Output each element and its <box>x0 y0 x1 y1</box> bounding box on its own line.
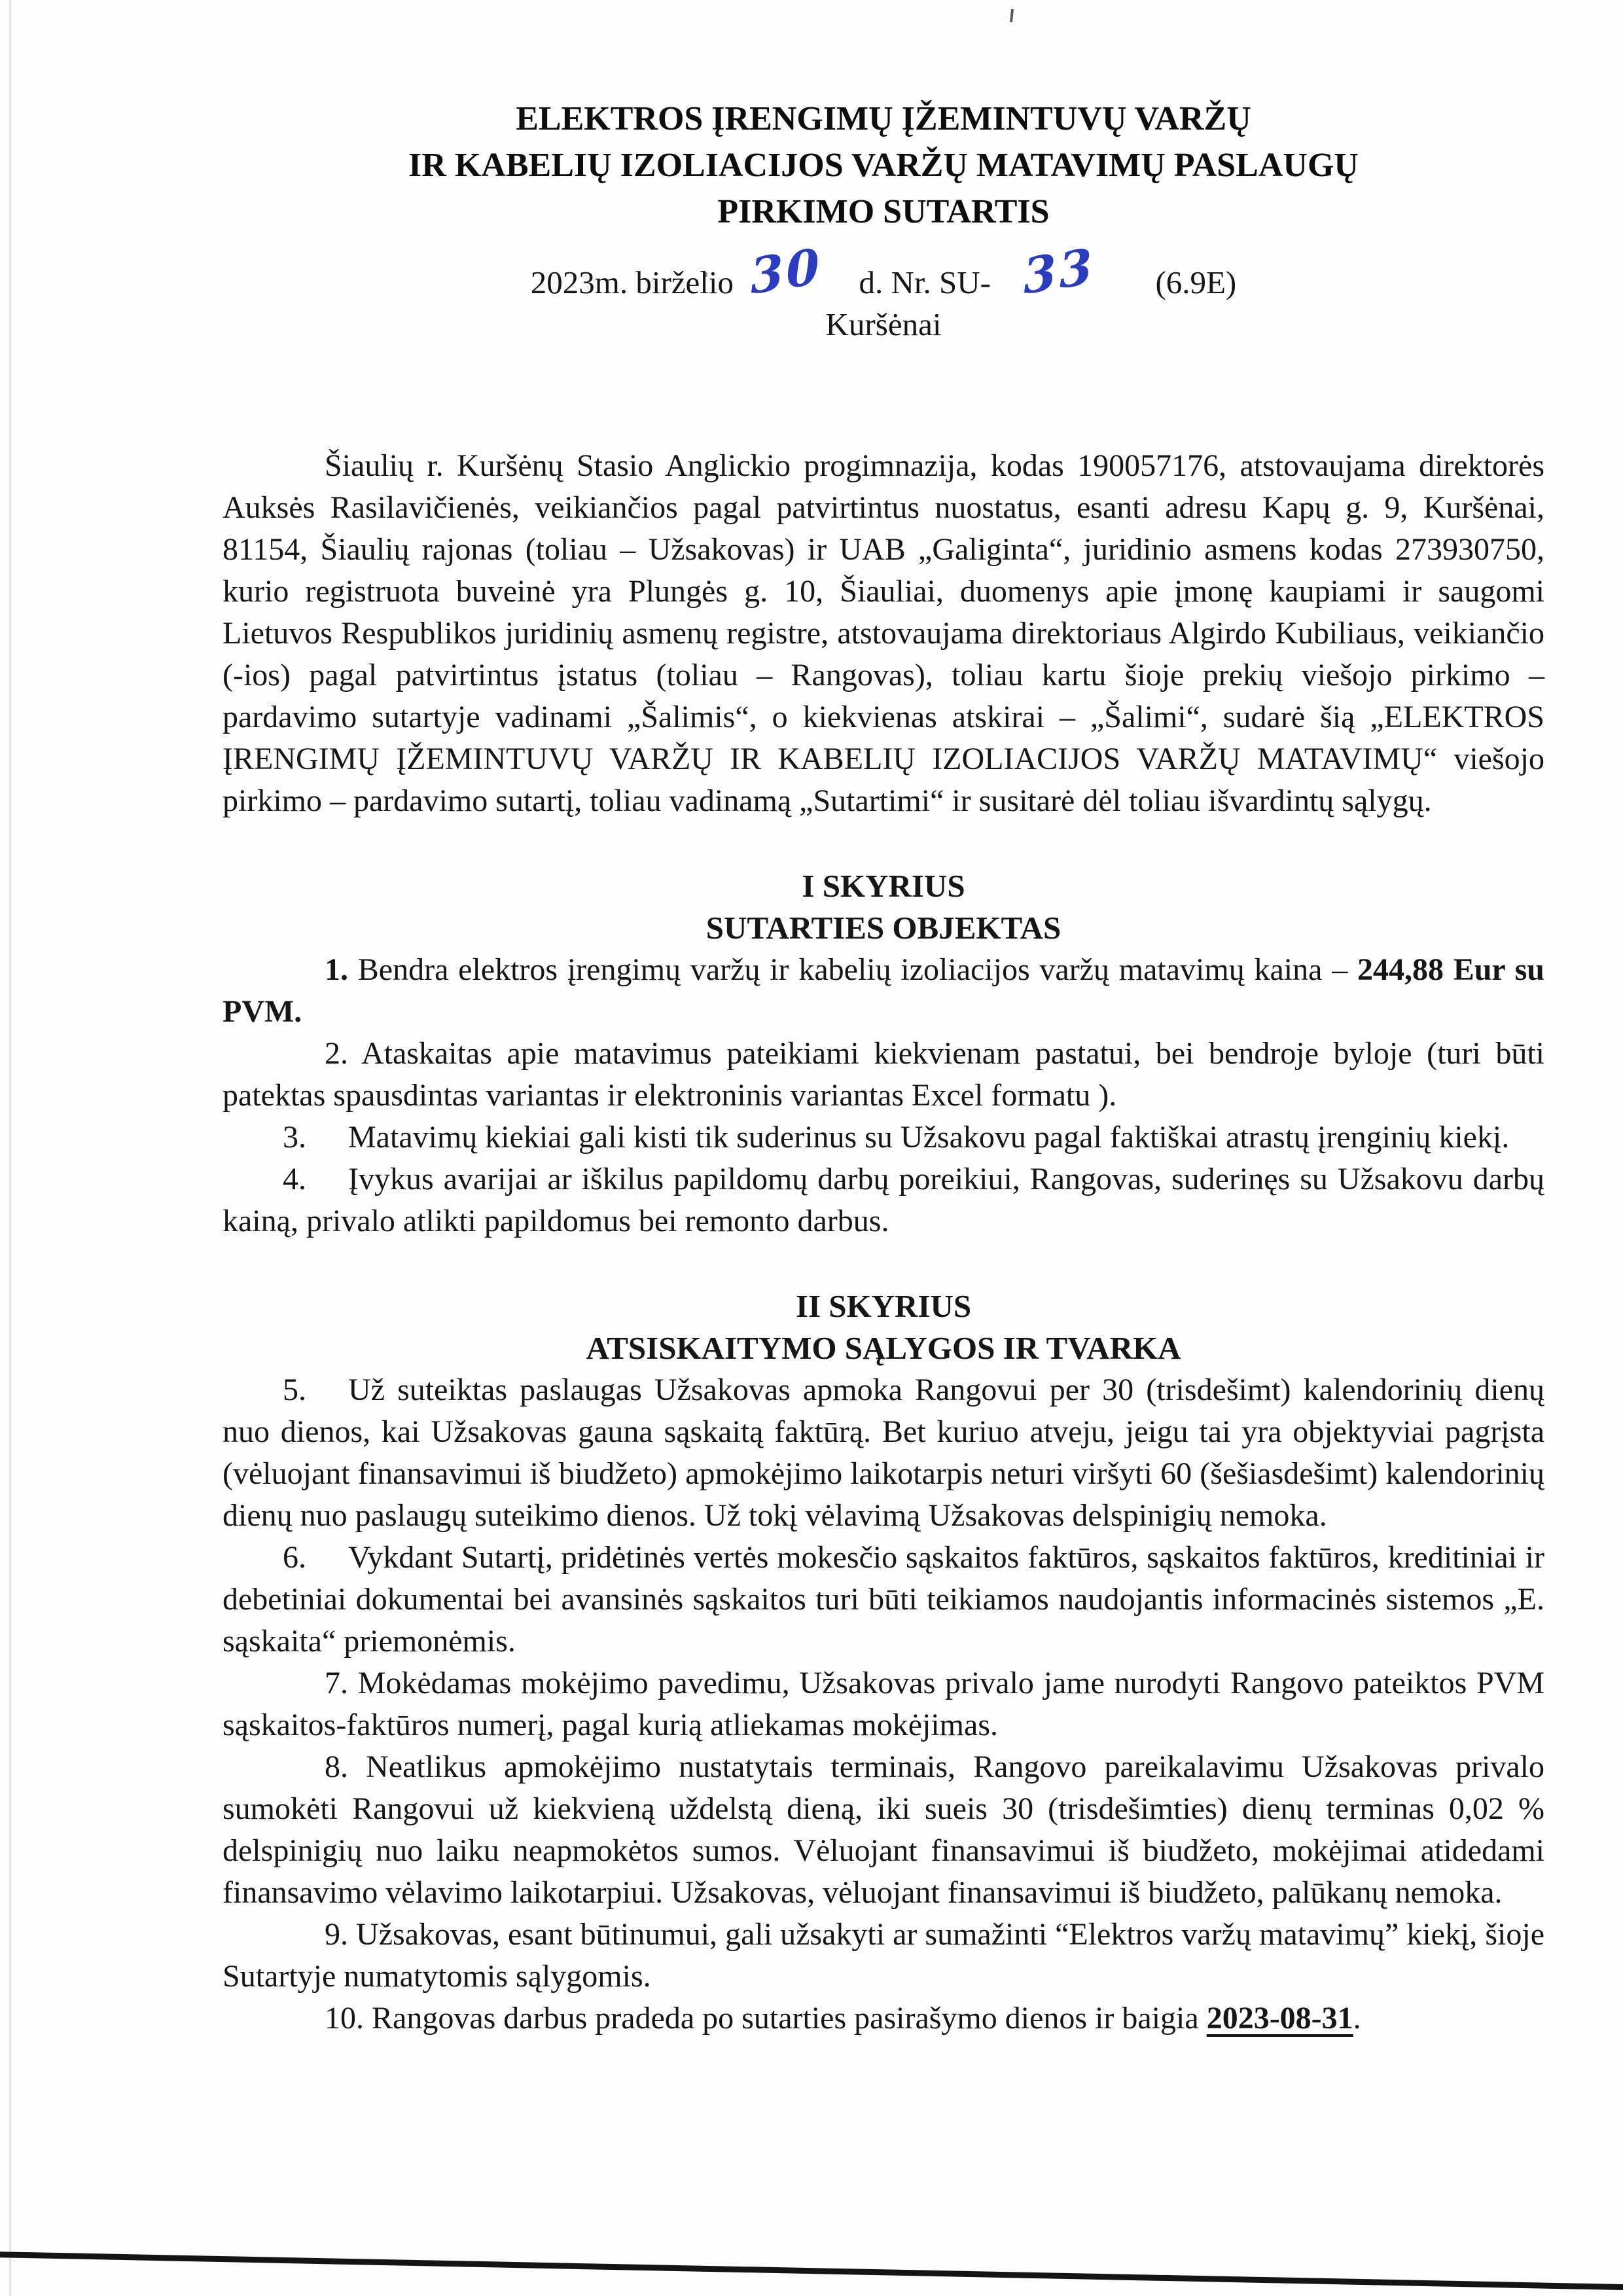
contract-item <box>223 949 1544 1033</box>
contract-item <box>223 1117 1544 1158</box>
chapter-subtitle: ATSISKAITYMO SĄLYGOS IR TVARKA <box>586 1330 1181 1366</box>
item-text: Matavimų kiekiai gali kisti tik suderinus su Užsakovu pagal faktiškai atrastų įrenginių kiekį. <box>348 1120 1510 1155</box>
scan-edge-left-line <box>9 0 11 2296</box>
contract-item <box>223 1746 1544 1914</box>
scan-edge-bottom-line <box>0 2251 1623 2292</box>
date-text-suffix: (6.9E) <box>1155 264 1237 300</box>
item-text: 4. <box>283 1162 306 1196</box>
item-text: 10. Rangovas darbus pradeda po sutarties pasirašymo dienos ir baigia <box>325 2001 1207 2036</box>
item-text: 5. <box>283 1372 306 1407</box>
item-text: Bendra elektros įrengimų varžų ir kabelių izoliacijos varžų matavimų kaina – <box>357 952 1357 987</box>
contract-item <box>223 1914 1544 1998</box>
section-items <box>223 949 1544 1242</box>
item-text: Už suteiktas paslaugas Užsakovas apmoka Rangovui per 30 (trisdešimt) kalendorinių dienų nuo dienos, kai Užsakovas gauna sąskaitą faktūrą. Bet kuriuo atveju, jeigu tai yra objektyviai pagrįsta (vėluojant finansavimui iš biudžeto) apmokėjimo laikotarpis neturi viršyti 60 (šešiasdešimt) kalendorinių dienų nuo paslaugų suteikimo dienos. Už tokį vėlavimą Užsakovas delspinigių nemoka. <box>223 1372 1544 1533</box>
title-line-1: ELEKTROS ĮRENGIMŲ ĮŽEMINTUVŲ VARŽŲ <box>516 100 1251 137</box>
contract-item <box>223 1158 1544 1242</box>
title-line-3: PIRKIMO SUTARTIS <box>717 193 1050 230</box>
item-text: 9. Užsakovas, esant būtinumui, gali užsakyti ar sumažinti “Elektros varžų matavimų” kiekį, šioje Sutartyje numatytomis sąlygomis. <box>223 1917 1544 1994</box>
date-text-middle: d. Nr. SU- <box>859 264 991 300</box>
item-text: 6. <box>283 1540 306 1575</box>
chapter-heading: I SKYRIUS <box>802 868 965 904</box>
city-line: Kuršėnai <box>825 306 942 342</box>
item-text: 3. <box>283 1120 306 1155</box>
contract-item <box>223 1033 1544 1117</box>
contract-item <box>223 1662 1544 1746</box>
item-text: 8. Neatlikus apmokėjimo nustatytais terminais, Rangovo pareikalavimu Užsakovas privalo sumokėti Rangovui už kiekvieną uždelstą dieną, iki sueis 30 (trisdešimties) dienų terminas 0,02 % delspinigių nuo laiku neapmokėtos sumos. Vėluojant finansavimui iš biudžeto, mokėjimai atidedami finansavimo vėlavimo laikotarpiui. Užsakovas, vėluojant finansavimui iš biudžeto, palūkanų nemoka. <box>223 1749 1544 1910</box>
item-text: 1. <box>325 952 358 987</box>
content-column <box>223 0 1544 2039</box>
item-text: 2023-08-31 <box>1206 2001 1353 2036</box>
item-text: 7. Mokėdamas mokėjimo pavedimu, Užsakovas privalo jame nurodyti Rangovo pateiktos PVM sąskaitos-faktūros numerį, pagal kurią atliekamas mokėjimas. <box>223 1666 1544 1742</box>
date-line <box>223 238 1544 306</box>
document-body <box>223 445 1544 2039</box>
item-text: 244,88 Eur su PVM. <box>223 952 1544 1029</box>
contract-item <box>223 1998 1544 2039</box>
chapter-subtitle: SUTARTIES OBJEKTAS <box>705 910 1061 946</box>
chapter-heading: II SKYRIUS <box>795 1288 972 1324</box>
section-items <box>223 1369 1544 2039</box>
item-text: 2. Ataskaitas apie matavimus pateikiami kiekvienam pastatui, bei bendroje byloje (turi būti patektas spausdintas variantas ir elektroninis variantas Excel formatu ). <box>223 1036 1544 1113</box>
date-text-prefix: 2023m. birželio <box>530 264 734 300</box>
document-title <box>223 96 1544 235</box>
item-text: . <box>1353 2001 1361 2036</box>
handwritten-contract-number: 33 <box>1022 238 1097 306</box>
title-line-2: IR KABELIŲ IZOLIACIJOS VARŽŲ MATAVIMŲ PASLAUGŲ <box>408 147 1359 184</box>
item-text: Įvykus avarijai ar iškilus papildomų darbų poreikiui, Rangovas, suderinęs su Užsakovu darbų kainą, privalo atlikti papildomus bei remonto darbus. <box>223 1162 1544 1238</box>
contract-item <box>223 1537 1544 1662</box>
sections-host <box>223 865 1544 2039</box>
handwritten-day: 30 <box>749 238 824 306</box>
item-text: Vykdant Sutartį, pridėtinės vertės mokesčio sąskaitos faktūros, sąskaitos faktūros, kreditiniai ir debetiniai dokumentai bei avansinės sąskaitos turi būti teikiamos naudojantis informacinės sistemos „E. sąskaita“ priemonėmis. <box>223 1540 1544 1659</box>
intro-paragraph: Šiaulių r. Kuršėnų Stasio Anglickio progimnazija, kodas 190057176, atstovaujama direktorės Auksės Rasilavičienės, veikiančios pagal patvirtintus nuostatus, esanti adresu Kapų g. 9, Kuršėnai, 81154, Šiaulių rajonas (toliau – Užsakovas) ir UAB „Galiginta“, juridinio asmens kodas 273930750, kurio registruota buveinė yra Plungės g. 10, Šiauliai, duomenys apie įmonę kaupiami ir saugomi Lietuvos Respublikos juridinių asmenų registre, atstovaujama direktoriaus Algirdo Kubiliaus, veikiančio (-ios) pagal patvirtintus įstatus (toliau – Rangovas), toliau kartu šioje prekių viešojo pirkimo – pardavimo sutartyje vadinami „Šalimis“, o kiekvienas atskirai – „Šalimi“, sudarė šią „ELEKTROS ĮRENGIMŲ ĮŽEMINTUVŲ VARŽŲ IR KABELIŲ IZOLIACIJOS VARŽŲ MATAVIMŲ“ viešojo pirkimo – pardavimo sutartį, toliau vadinamą „Sutartimi“ ir susitarė dėl toliau išvardintų sąlygų. <box>223 448 1544 818</box>
contract-item <box>223 1369 1544 1537</box>
